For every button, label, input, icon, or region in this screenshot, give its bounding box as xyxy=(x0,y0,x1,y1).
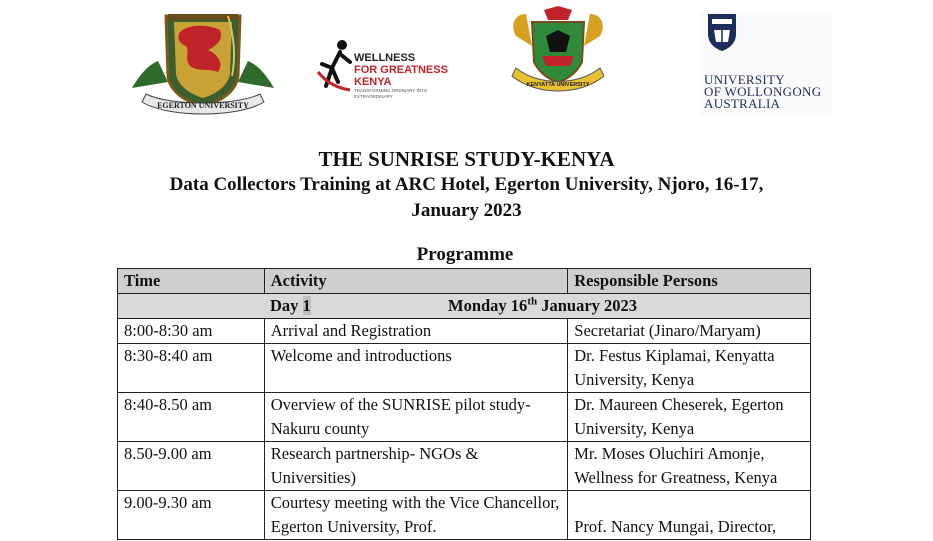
day-row xyxy=(118,294,811,319)
egerton-crest-icon xyxy=(128,6,278,126)
day-number: 1 xyxy=(302,296,311,315)
wellness-for-greatness-logo xyxy=(316,38,466,98)
row-persons: Dr. Maureen Cheserek, Egerton University, Kenya xyxy=(568,393,811,442)
row-activity: Overview of the SUNRISE pilot study- Nakuru county xyxy=(264,393,568,442)
day-cell xyxy=(118,294,811,319)
table-row xyxy=(118,319,811,344)
wollongong-line1: UNIVERSITY xyxy=(704,72,785,87)
programme-table xyxy=(117,268,811,540)
study-title: THE SUNRISE STUDY-KENYA xyxy=(318,147,615,171)
svg-text:EGERTON UNIVERSITY: EGERTON UNIVERSITY xyxy=(157,101,249,110)
wollongong-university-logo xyxy=(700,12,832,116)
row-activity: Courtesy meeting with the Vice Chancellor, Egerton University, Prof. xyxy=(264,491,568,540)
kenyatta-crest-icon xyxy=(506,6,610,102)
table-row xyxy=(118,393,811,442)
svg-text:KENYATTA UNIVERSITY: KENYATTA UNIVERSITY xyxy=(526,82,590,88)
row-persons: Prof. Nancy Mungai, Director, xyxy=(568,491,811,540)
row-activity: Welcome and introductions xyxy=(264,344,568,393)
table-row xyxy=(118,442,811,491)
kenyatta-university-logo xyxy=(506,6,610,102)
wollongong-line3: AUSTRALIA xyxy=(704,96,781,111)
row-activity: Arrival and Registration xyxy=(264,319,568,344)
row-time: 8:30-8:40 am xyxy=(118,344,265,393)
row-time: 8:40-8.50 am xyxy=(118,393,265,442)
row-activity: Research partnership- NGOs & Universities) xyxy=(264,442,568,491)
table-row xyxy=(118,344,811,393)
column-header-persons: Responsible Persons xyxy=(568,269,811,294)
day-label: Day 1 xyxy=(270,296,311,315)
column-header-activity: Activity xyxy=(264,269,568,294)
table-row xyxy=(118,491,811,540)
column-header-time: Time xyxy=(118,269,265,294)
row-persons: Mr. Moses Oluchiri Amonje, Wellness for Greatness, Kenya xyxy=(568,442,811,491)
wellness-line1: WELLNESS xyxy=(354,52,416,64)
programme-heading: Programme xyxy=(416,244,514,265)
wollongong-line2: OF WOLLONGONG xyxy=(704,84,822,99)
document-header xyxy=(0,146,933,224)
row-time: 8:00-8:30 am xyxy=(118,319,265,344)
egerton-university-logo xyxy=(128,6,278,126)
training-subtitle-line1: Data Collectors Training at ARC Hotel, Egerton University, Njoro, 16-17, xyxy=(169,174,764,195)
running-figure-icon xyxy=(316,38,356,94)
row-time: 9.00-9.30 am xyxy=(118,491,265,540)
wollongong-shield-icon xyxy=(706,12,738,52)
table-header-row xyxy=(118,269,811,294)
logo-strip xyxy=(0,0,933,130)
wellness-line2: FOR GREATNESS KENYA xyxy=(354,64,448,88)
row-persons: Dr. Festus Kiplamai, Kenyatta University, Kenya xyxy=(568,344,811,393)
row-time: 8.50-9.00 am xyxy=(118,442,265,491)
training-subtitle-line2: January 2023 xyxy=(411,200,522,221)
wellness-tagline: TRANSFORMING ORDINARY INTO EXTRAORDINARY xyxy=(354,88,428,99)
day-date: Monday 16th January 2023 xyxy=(448,295,638,315)
row-persons: Secretariat (Jinaro/Maryam) xyxy=(568,319,811,344)
